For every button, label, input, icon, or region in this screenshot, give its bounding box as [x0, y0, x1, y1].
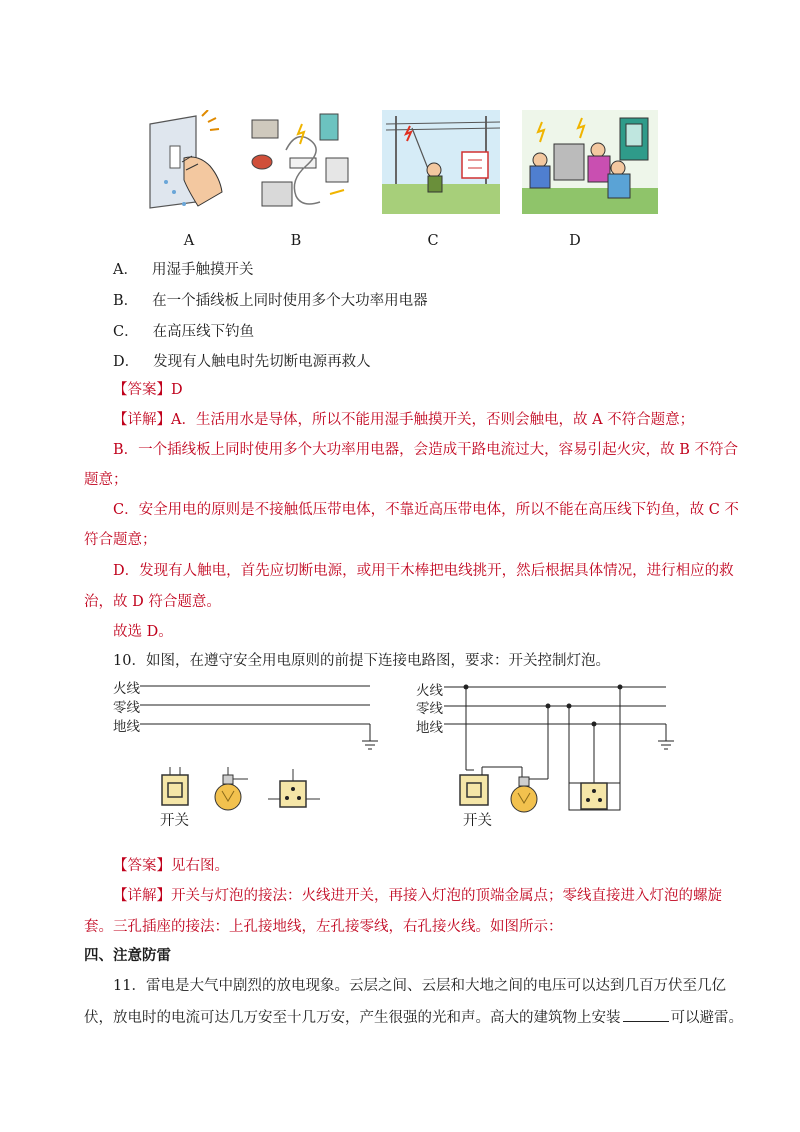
q9-detail-d2: 治，故 D 符合题意。: [84, 594, 221, 610]
wire-label-neutral-answer: 零线: [416, 701, 443, 717]
option-d: [113, 352, 371, 372]
option-b: [113, 291, 428, 311]
q10-detail-line2: 套。三孔插座的接法：上孔接地线，左孔接零线，右孔接火线。如图所示：: [84, 919, 563, 935]
overloaded-power-strip-illustration: [246, 110, 356, 214]
bulb-icon: [511, 777, 548, 812]
option-a: [113, 260, 253, 280]
switch-label-answer: 开关: [463, 813, 492, 829]
q9-detail-d1: D．发现有人触电，首先应切断电源，或用干木棒把电线挑开，然后根据具体情况，进行相应的救: [113, 563, 734, 579]
option-text: 在一个插线板上同时使用多个大功率用电器: [152, 293, 428, 309]
option-letter: D．: [113, 354, 140, 370]
caption-b: B: [290, 233, 302, 249]
q9-answer: 【答案】D: [113, 382, 183, 398]
option-text: 用湿手触摸开关: [151, 262, 254, 278]
caption-a: A: [183, 233, 195, 249]
rescue-electric-shock-illustration: [522, 110, 658, 214]
q9-detail-c1: C．安全用电的原则是不接触低压带电体，不靠近高压带电体，所以不能在高压线下钓鱼，故 C 不: [113, 502, 739, 518]
option-text: 发现有人触电时先切断电源再救人: [153, 354, 371, 370]
wire-label-ground: 地线: [113, 719, 140, 735]
q9-detail-c2: 符合题意；: [84, 532, 157, 548]
q11-text-before-blank: 伏，放电时的电流可达几万安至十几万安，产生很强的光和声。高大的建筑物上安装: [84, 1010, 621, 1026]
q10-detail-line1: 【详解】开关与灯泡的接法：火线进开关，再接入灯泡的顶端金属点；零线直接进入灯泡的螺旋: [113, 888, 722, 904]
bulb-icon: [215, 767, 248, 810]
caption-c: C: [427, 233, 439, 249]
switch-label-question: 开关: [160, 813, 189, 829]
fishing-under-power-line-illustration: [382, 110, 500, 214]
option-c: [113, 322, 254, 342]
q9-conclusion: 故选 D。: [113, 624, 173, 640]
caption-d: D: [569, 233, 581, 249]
q11-text-after-blank: 可以避雷。: [670, 1010, 743, 1026]
q9-detail-b2: 题意；: [84, 472, 128, 488]
wire-label-neutral: 零线: [113, 700, 140, 716]
option-letter: B．: [113, 293, 139, 309]
q11-line2: [84, 1006, 743, 1028]
wire-label-live-answer: 火线: [416, 683, 443, 699]
q11-line1: 11．雷电是大气中剧烈的放电现象。云层之间、云层和大地之间的电压可以达到几百万伏至几亿: [113, 978, 726, 994]
option-letter: C．: [113, 324, 139, 340]
q10-stem: 10．如图，在遵守安全用电原则的前提下连接电路图，要求：开关控制灯泡。: [113, 653, 610, 669]
wire-label-live: 火线: [113, 681, 140, 697]
q9-detail-b1: B．一个插线板上同时使用多个大功率用电器，会造成干路电流过大，容易引起火灾，故 B 不符合: [113, 442, 739, 458]
q10-answer: 【答案】见右图。: [113, 858, 229, 874]
section-title: 四、注意防雷: [84, 947, 171, 964]
option-letter: A．: [113, 262, 138, 278]
answer-blank[interactable]: [623, 1006, 669, 1022]
option-text: 在高压线下钓鱼: [152, 324, 255, 340]
q9-detail-a: 【详解】A．生活用水是导体，所以不能用湿手触摸开关，否则会触电，故 A 不符合题意；: [113, 412, 695, 428]
socket-icon: [268, 769, 320, 807]
wire-label-ground-answer: 地线: [416, 720, 443, 736]
switch-icon: [162, 767, 188, 805]
wet-hand-switch-illustration: [144, 110, 230, 214]
socket-icon: [569, 783, 620, 810]
